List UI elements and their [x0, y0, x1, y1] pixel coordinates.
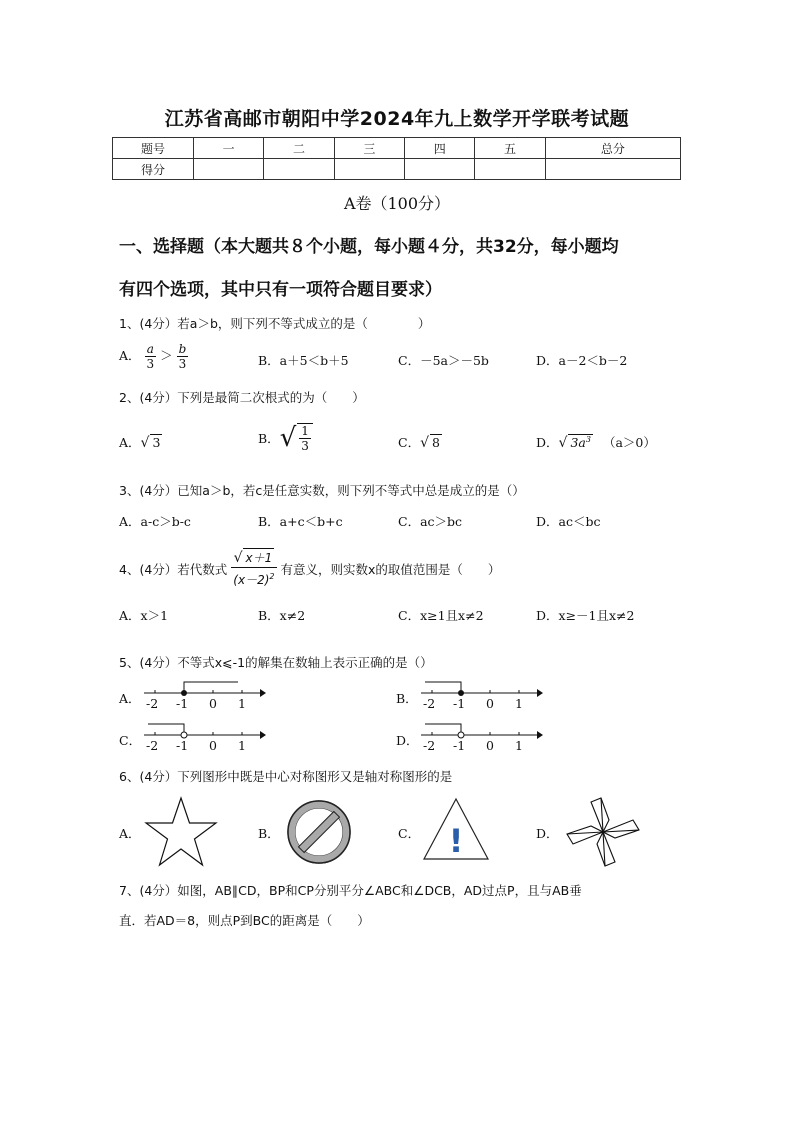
- stem-text: AB∥CD，BP和CP分别平分∠ABC和∠DCB，AD过点P，且与AB垂: [214, 883, 582, 898]
- number-line-d[interactable]: [419, 720, 544, 760]
- score-cell-empty[interactable]: [475, 159, 545, 180]
- greater-than: ＞: [160, 348, 173, 363]
- fraction: [145, 342, 157, 371]
- score-cell-empty[interactable]: [264, 159, 334, 180]
- question-1-stem: 1、(4分）若a＞b，则下列不等式成立的是（ ）: [119, 316, 431, 331]
- q4-option-b[interactable]: B．x≠2: [258, 608, 306, 623]
- tick-label: -2: [146, 696, 159, 711]
- condition: （a＞0）: [602, 435, 656, 450]
- q3-option-a[interactable]: A．a-c＞b-c: [119, 514, 191, 529]
- exponent: 2: [269, 572, 275, 581]
- number-line-c[interactable]: [142, 720, 267, 760]
- q1-option-b[interactable]: B．a＋5＜b＋5: [258, 353, 349, 368]
- option-label: C．: [398, 435, 421, 450]
- score-cell-empty[interactable]: [334, 159, 404, 180]
- question-5-stem: 5、(4分）不等式x⩽-1的解集在数轴上表示正确的是（）: [119, 655, 433, 670]
- score-cell-empty[interactable]: [405, 159, 475, 180]
- score-cell: 二: [264, 138, 334, 159]
- tick-label: -2: [423, 738, 436, 753]
- sqrt-sign: √: [420, 435, 429, 451]
- q5-option-b-label[interactable]: B．: [396, 691, 418, 706]
- score-cell: 三: [334, 138, 404, 159]
- q5-option-c-label[interactable]: C．: [119, 733, 142, 748]
- denominator: 3: [301, 439, 309, 453]
- question-2-stem: 2、(4分）下列是最简二次根式的为（ ）: [119, 390, 365, 405]
- numerator: 1: [301, 424, 309, 438]
- radicand: 3: [152, 435, 161, 450]
- q2-option-c[interactable]: [398, 433, 442, 451]
- score-cell: 四: [405, 138, 475, 159]
- q4-option-a[interactable]: A．x＞1: [119, 608, 169, 623]
- score-cell: 得分: [113, 159, 194, 180]
- numerator: [231, 548, 276, 568]
- tick-label: 1: [238, 696, 246, 711]
- stem-suffix: 有意义，则实数x的取值范围是（ ）: [280, 561, 501, 577]
- tick-label: -2: [146, 738, 159, 753]
- tick-label: -1: [176, 738, 189, 753]
- warning-triangle-icon[interactable]: [421, 796, 491, 862]
- denominator: [231, 568, 276, 589]
- score-cell-empty[interactable]: [545, 159, 680, 180]
- tick-label: 0: [209, 696, 217, 711]
- stem-prefix: 4、(4分）若代数式: [119, 561, 228, 577]
- q3-option-b[interactable]: B．a+c＜b+c: [258, 514, 343, 529]
- q6-option-d-label[interactable]: D．: [536, 826, 559, 841]
- pinwheel-icon[interactable]: [562, 796, 644, 868]
- score-cell: 一: [194, 138, 264, 159]
- question-4-stem: [119, 548, 500, 589]
- fraction: [231, 548, 276, 589]
- q3-option-d[interactable]: D．ac＜bc: [536, 514, 601, 529]
- tick-label: 0: [486, 696, 494, 711]
- tick-label: -1: [176, 696, 189, 711]
- star-icon[interactable]: [143, 796, 219, 868]
- tick-label: 1: [515, 696, 523, 711]
- q6-option-a-label[interactable]: A．: [119, 826, 141, 841]
- tick-label: -1: [453, 738, 466, 753]
- tick-label: -2: [423, 696, 436, 711]
- tick-label: -1: [453, 696, 466, 711]
- denominator: 3: [178, 357, 187, 371]
- q2-option-b[interactable]: [258, 423, 313, 453]
- numerator: b: [178, 342, 187, 356]
- question-3-stem: 3、(4分）已知a＞b，若c是任意实数，则下列不等式中总是成立的是（）: [119, 483, 525, 498]
- option-label: A．: [119, 348, 141, 363]
- tick-label: 1: [515, 738, 523, 753]
- option-label: A．: [119, 435, 141, 450]
- q3-option-c[interactable]: C．ac＞bc: [398, 514, 463, 529]
- option-label: D．: [536, 435, 559, 450]
- sqrt-sign: √: [558, 435, 568, 451]
- exam-title: 江苏省高邮市朝阳中学2024年九上数学开学联考试题: [164, 108, 630, 130]
- exponent: 3: [585, 434, 591, 444]
- fraction: [177, 342, 189, 371]
- part-heading-line2: 有四个选项，其中只有一项符合题目要求）: [119, 280, 442, 300]
- denominator: 3: [146, 357, 155, 371]
- question-6-stem: 6、(4分）下列图形中既是中心对称图形又是轴对称图形的是: [119, 769, 453, 784]
- q1-option-a[interactable]: [119, 342, 188, 371]
- q6-option-c-label[interactable]: C．: [398, 826, 421, 841]
- q5-option-d-label[interactable]: D．: [396, 733, 419, 748]
- fraction: [297, 423, 313, 453]
- prohibition-sign-icon[interactable]: [285, 798, 353, 866]
- sqrt-sign: √: [140, 435, 150, 451]
- radicand: [568, 434, 593, 450]
- q1-option-c[interactable]: C．－5a＞－5b: [398, 353, 489, 368]
- score-cell: 五: [475, 138, 545, 159]
- section-heading: A卷（100分）: [343, 194, 451, 213]
- denominator-text: (x－2): [233, 573, 270, 587]
- option-label: B．: [258, 431, 280, 446]
- question-7-stem-line2: 直．若AD＝8，则点P到BC的距离是（ ）: [119, 913, 370, 928]
- tick-label: 0: [209, 738, 217, 753]
- score-cell-empty[interactable]: [194, 159, 264, 180]
- score-table-header-row: [113, 138, 681, 159]
- score-cell: 总分: [545, 138, 680, 159]
- q4-option-d[interactable]: D．x≥－1且x≠2: [536, 608, 635, 623]
- radicand-text: 3a: [570, 435, 586, 450]
- q4-option-c[interactable]: C．x≥1且x≠2: [398, 608, 484, 623]
- q1-option-d[interactable]: D．a－2＜b－2: [536, 353, 628, 368]
- exclamation-mark: !: [448, 822, 464, 860]
- score-table: [112, 137, 681, 180]
- q5-option-a-label[interactable]: A．: [119, 691, 141, 706]
- part-heading-line1: 一、选择题（本大题共８个小题，每小题４分，共32分，每小题均: [119, 237, 619, 257]
- tick-label: 1: [238, 738, 246, 753]
- question-7-stem-line1: [119, 881, 582, 899]
- sqrt-sign: √: [233, 550, 243, 566]
- score-table-score-row: [113, 159, 681, 180]
- stem-prefix: 7、(4分）如图，: [119, 883, 215, 898]
- numerator: a: [145, 342, 157, 357]
- number-line-a[interactable]: [142, 678, 267, 718]
- q2-option-a[interactable]: [119, 433, 162, 451]
- score-cell: 题号: [113, 138, 194, 159]
- q6-option-b-label[interactable]: B．: [258, 826, 280, 841]
- sqrt-sign: √: [279, 423, 297, 453]
- radicand: x＋1: [243, 548, 274, 567]
- q2-option-d[interactable]: [536, 433, 656, 451]
- radicand: 8: [432, 435, 440, 450]
- tick-label: 0: [486, 738, 494, 753]
- number-line-b[interactable]: [419, 678, 544, 718]
